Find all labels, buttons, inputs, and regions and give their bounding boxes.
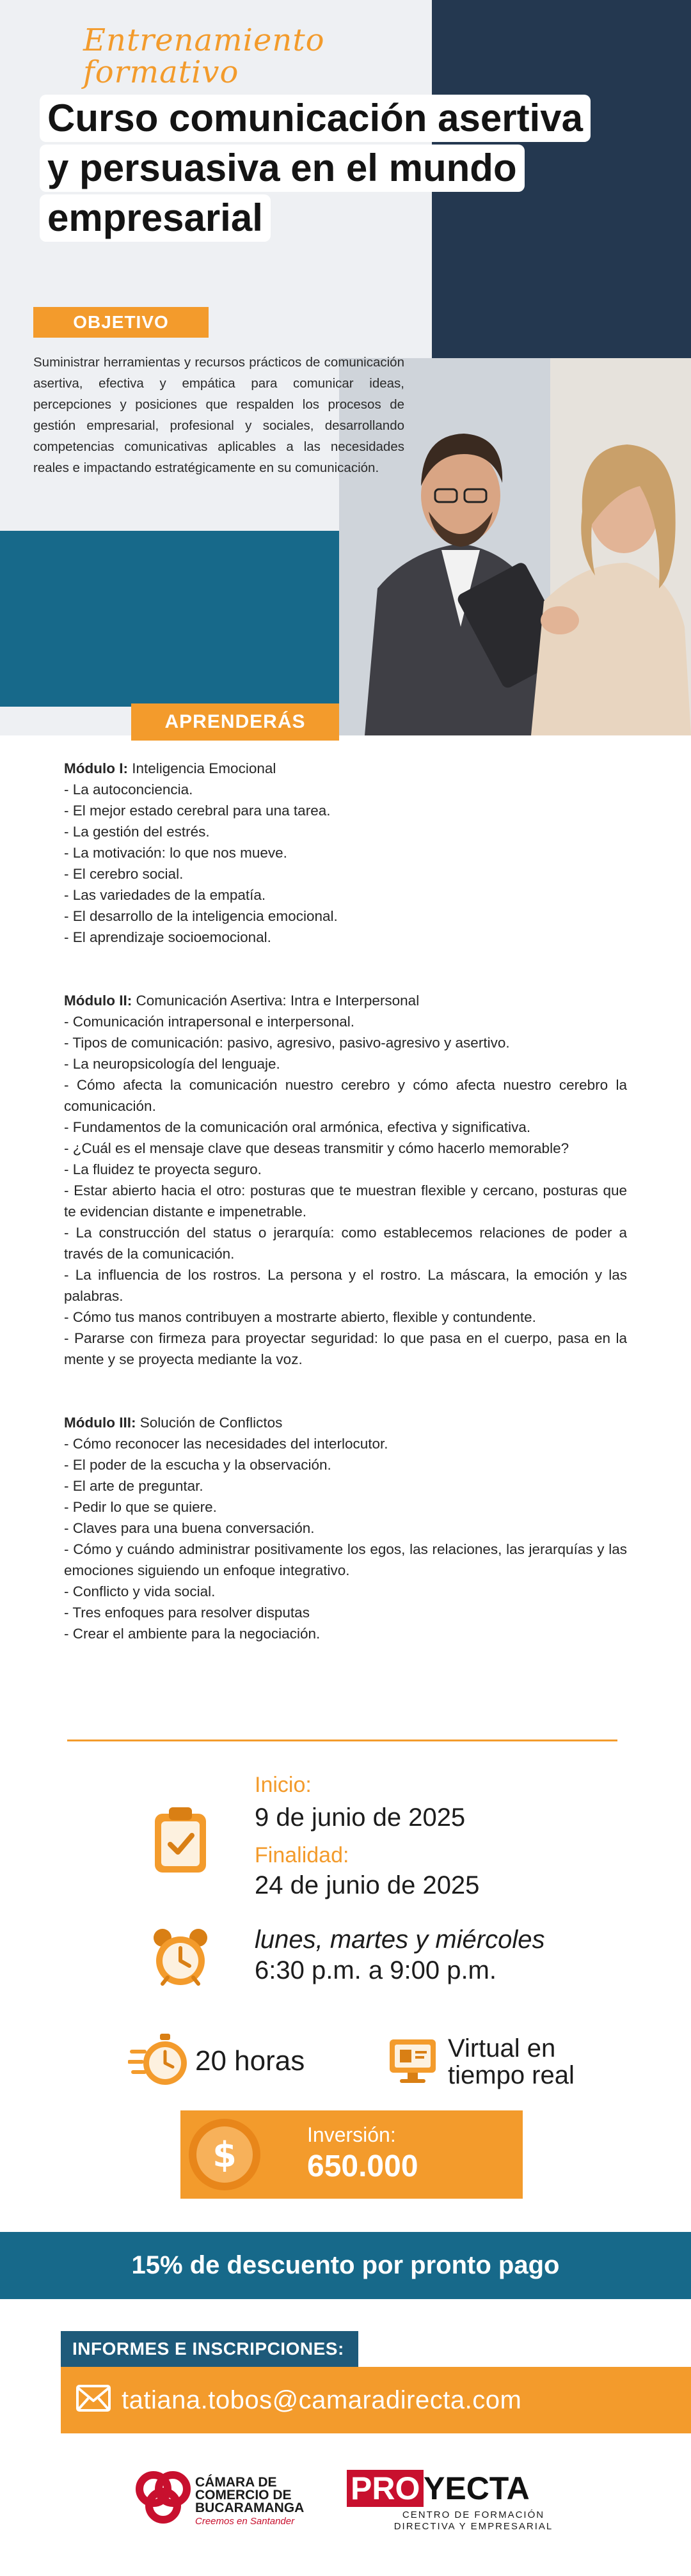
contact-email-link[interactable]: tatiana.tobos@camaradirecta.com [122,2386,522,2414]
module-1 [64,758,627,948]
module-item: - La fluidez te proyecta seguro. [64,1161,262,1177]
module-number: Módulo III: [64,1415,136,1431]
proyecta-subtitle [377,2509,569,2533]
camara-line-1: CÁMARA DE [195,2475,277,2490]
end-label: Finalidad: [255,1843,349,1867]
module-name: Inteligencia Emocional [127,760,276,776]
proyecta-sub-line-2: DIRECTIVA Y EMPRESARIAL [393,2521,553,2532]
coin-icon [186,2116,264,2194]
module-item: - Tres enfoques para resolver disputas [64,1605,310,1621]
calendar-clipboard-icon [148,1805,212,1875]
proyecta-logo-yecta: YECTA [424,2470,530,2506]
module-item: - ¿Cuál es el mensaje clave que deseas transmitir y cómo hacerlo memorable? [64,1140,569,1156]
module-title [64,1412,627,1433]
discount-banner: 15% de descuento por pronto pago [0,2232,691,2299]
module-name: Solución de Conflictos [136,1415,283,1431]
module-item: - La neuropsicología del lenguaje. [64,1056,280,1072]
monitor-icon [387,2037,438,2085]
title-line-1: Curso comunicación asertiva [40,95,591,142]
contact-label: INFORMES E INSCRIPCIONES: [61,2331,358,2367]
module-title [64,758,627,779]
module-item: - El arte de preguntar. [64,1478,203,1494]
camara-slogan: Creemos en Santander [195,2516,295,2527]
hero-eyebrow [83,24,325,88]
title-line-2: y persuasiva en el mundo [40,145,525,192]
module-item: - Conflicto y vida social. [64,1583,216,1599]
module-item: - La autoconciencia. [64,781,193,797]
module-2 [64,990,627,1370]
module-item: - Estar abierto hacia el otro: posturas que te muestran flexible y cercano, posturas que te evidencian distante e impenetrable. [64,1182,627,1220]
module-item: - Cómo afecta la comunicación nuestro cerebro y cómo afecta nuestro cerebro la comunicación. [64,1077,627,1114]
module-item: - El desarrollo de la inteligencia emocional. [64,908,338,924]
investment-value: 650.000 [307,2149,418,2183]
start-label: Inicio: [255,1773,312,1797]
module-item: - Crear el ambiente para la negociación. [64,1626,321,1642]
module-item: - La influencia de los rostros. La persona y el rostro. La máscara, la emoción y las palabras. [64,1267,627,1304]
camara-line-2: COMERCIO DE [195,2488,292,2502]
module-number: Módulo I: [64,760,128,776]
module-item: - Tipos de comunicación: pasivo, agresivo, pasivo-agresivo y asertivo. [64,1035,510,1051]
module-item: - Cómo y cuándo administrar positivamente los egos, las relaciones, las jerarquías y las emociones siguiendo un enfoque integrativo. [64,1541,627,1578]
module-item: - El poder de la escucha y la observación. [64,1457,331,1473]
module-item: - El mejor estado cerebral para una tarea. [64,803,331,819]
eyebrow-line-2: formativo [83,54,239,90]
module-name: Comunicación Asertiva: Intra e Interpersonal [132,993,420,1009]
module-item: - El cerebro social. [64,866,184,882]
alarm-clock-icon [148,1925,212,1989]
eyebrow-line-1: Entrenamiento [83,22,325,58]
objective-label: OBJETIVO [33,307,209,338]
section-divider [67,1740,617,1741]
modules-list [64,758,627,1686]
schedule-hours: 6:30 p.m. a 9:00 p.m. [255,1956,496,1984]
camara-line-3: BUCARAMANGA [195,2501,305,2515]
svg-text:$: $ [212,2135,237,2175]
module-item: - Claves para una buena conversación. [64,1520,315,1536]
start-date: 9 de junio de 2025 [255,1803,466,1832]
module-item: - Comunicación intrapersonal e interpersonal. [64,1014,354,1030]
objective-text: Suministrar herramientas y recursos prácticos de comunicación asertiva, efectiva y empática para comunicar ideas, percepciones y posiciones que respalden los procesos de gestión empresarial, profesional y sociales, desarrollando competencias comunicativas aplicables a las necesidades reales e impactando estratégicamente en su comunicación. [33,355,404,475]
investment-label: Inversión: [307,2123,396,2146]
title-line-3: empresarial [40,194,271,242]
stopwatch-icon [128,2032,189,2090]
module-title [64,990,627,1011]
mail-icon [75,2384,111,2412]
module-item: - La gestión del estrés. [64,824,210,840]
modality-line-1: Virtual en [448,2034,556,2062]
module-item: - Las variedades de la empatía. [64,887,266,903]
duration-text: 20 horas [195,2045,305,2077]
proyecta-logo-pro: PRO [347,2470,424,2507]
module-item: - Cómo tus manos contribuyen a mostrarte abierto, flexible y contundente. [64,1309,536,1325]
hero-section [0,0,691,735]
module-item: - La motivación: lo que nos mueve. [64,845,287,861]
proyecta-sub-line-1: CENTRO DE FORMACIÓN [402,2509,545,2520]
learn-label: APRENDERÁS [131,703,339,741]
module-item: - La construcción del status o jerarquía: como establecemos relaciones de poder a través de la comunicación. [64,1225,627,1262]
schedule-days: lunes, martes y miércoles [255,1926,545,1954]
module-3 [64,1412,627,1644]
module-item: - El aprendizaje socioemocional. [64,929,271,945]
module-number: Módulo II: [64,993,132,1009]
end-date: 24 de junio de 2025 [255,1871,480,1899]
modality-line-2: tiempo real [448,2061,575,2089]
modality-text [448,2035,633,2089]
camara-name [195,2476,304,2515]
camara-comercio-logo [134,2469,192,2526]
module-item: - Fundamentos de la comunicación oral armónica, efectiva y significativa. [64,1119,531,1135]
module-item: - Cómo reconocer las necesidades del interlocutor. [64,1436,388,1452]
module-item: - Pedir lo que se quiere. [64,1499,217,1515]
module-item: - Pararse con firmeza para proyectar seguridad: lo que pasa en el cuerpo, pasa en la mente y se proyecta mediante la voz. [64,1330,627,1367]
page-title [40,95,628,244]
